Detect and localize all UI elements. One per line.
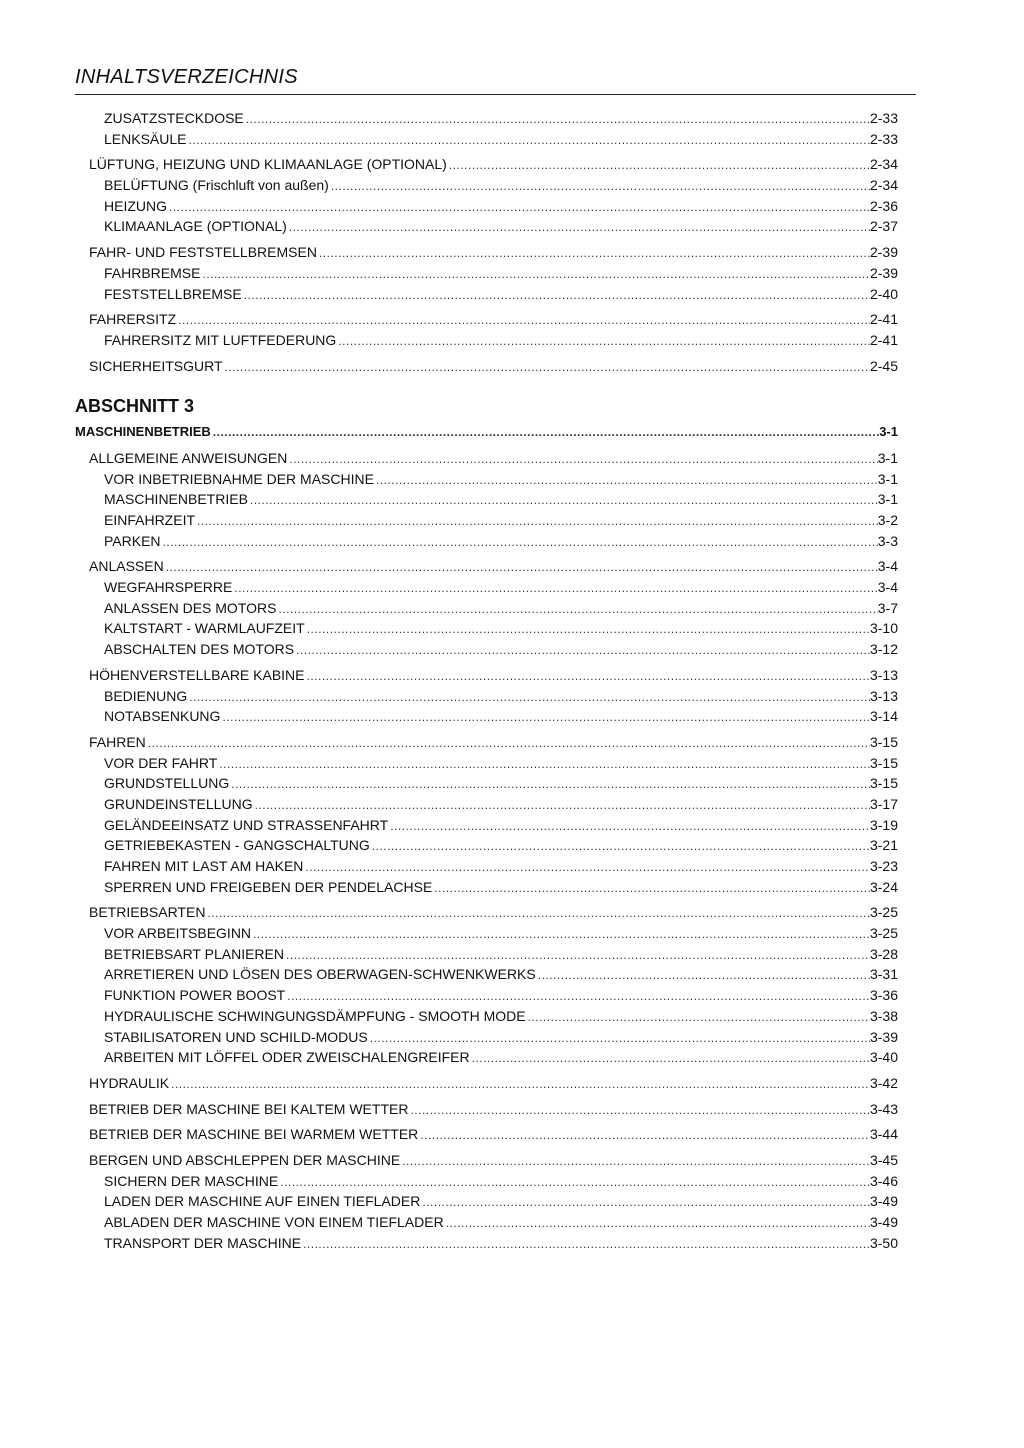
toc-entry-title: BERGEN UND ABSCHLEPPEN DER MASCHINE: [89, 1151, 401, 1168]
toc-entry-title: EINFAHRZEIT: [104, 512, 196, 528]
dot-leader: [186, 130, 869, 151]
toc-entry-page: 3-2: [877, 512, 898, 528]
dot-leader: [146, 733, 870, 754]
toc-entry-title: KLIMAANLAGE (OPTIONAL): [104, 218, 287, 235]
toc-entry-page: 3-19: [869, 816, 898, 833]
toc-entry-title: NOTABSENKUNG: [104, 708, 221, 725]
toc-entry-title: FESTSTELLBREMSE: [104, 285, 242, 302]
dot-leader: [370, 836, 870, 857]
table-of-contents: [75, 108, 898, 1253]
toc-entry-title: FAHRERSITZ MIT LUFTFEDERUNG: [104, 331, 337, 348]
toc-entry[interactable]: [75, 794, 898, 815]
toc-entry[interactable]: [75, 665, 898, 686]
dot-leader: [220, 707, 870, 728]
toc-entry-page: 3-7: [877, 599, 898, 616]
toc-entry[interactable]: [75, 964, 898, 985]
toc-entry-title: HYDRAULIK: [89, 1074, 170, 1091]
toc-entry[interactable]: [75, 1191, 898, 1212]
dot-leader: [176, 310, 870, 331]
toc-entry[interactable]: [75, 923, 898, 944]
toc-entry[interactable]: [75, 309, 898, 330]
toc-entry-page: 3-50: [869, 1234, 898, 1251]
toc-entry[interactable]: [75, 216, 898, 237]
toc-entry[interactable]: [75, 856, 898, 877]
toc-entry-page: 3-44: [869, 1126, 898, 1143]
toc-entry[interactable]: [75, 356, 898, 377]
toc-entry-title: ARRETIEREN UND LÖSEN DES OBERWAGEN-SCHWENKWERKS: [104, 966, 536, 983]
toc-entry-page: 3-1: [877, 491, 898, 508]
toc-entry[interactable]: [75, 639, 898, 660]
dot-leader: [418, 1125, 870, 1146]
toc-entry-page: 3-49: [869, 1193, 898, 1210]
dot-leader: [368, 1028, 870, 1049]
toc-entry[interactable]: [75, 706, 898, 727]
toc-entry-title: ABSCHALTEN DES MOTORS: [104, 641, 295, 658]
toc-entry-title: FAHREN MIT LAST AM HAKEN: [104, 858, 304, 874]
toc-entry[interactable]: [75, 1171, 898, 1192]
header-divider: [75, 94, 916, 95]
toc-entry-title: LENKSÄULE: [104, 130, 187, 147]
dot-leader: [244, 109, 870, 130]
dot-leader: [232, 578, 877, 599]
toc-entry-title: VOR ARBEITSBEGINN: [104, 925, 252, 942]
toc-entry[interactable]: [75, 129, 898, 150]
toc-entry[interactable]: [75, 175, 898, 196]
toc-entry[interactable]: [75, 577, 898, 598]
toc-entry-title: SICHERHEITSGURT: [89, 357, 223, 374]
toc-entry-page: 3-10: [869, 620, 898, 637]
toc-entry[interactable]: [75, 489, 898, 510]
toc-entry-page: 3-31: [869, 966, 898, 983]
toc-entry-title: FAHR- UND FESTSTELLBREMSEN: [89, 244, 317, 261]
toc-entry[interactable]: [75, 835, 898, 856]
dot-leader: [169, 1074, 870, 1095]
toc-entry-title: SPERREN UND FREIGEBEN DER PENDELACHSE: [104, 878, 433, 895]
toc-entry-title: PARKEN: [104, 532, 161, 549]
dot-leader: [420, 1192, 870, 1213]
toc-entry[interactable]: [75, 263, 898, 284]
toc-entry[interactable]: [75, 556, 898, 577]
dot-leader: [248, 490, 878, 511]
toc-entry[interactable]: [75, 330, 898, 351]
section-heading: ABSCHNITT 3: [75, 396, 195, 417]
dot-leader: [251, 924, 870, 945]
toc-entry[interactable]: [75, 422, 898, 443]
dot-leader: [317, 243, 870, 264]
toc-entry[interactable]: [75, 1124, 898, 1145]
toc-entry-page: 3-38: [869, 1007, 898, 1024]
toc-entry-title: WEGFAHRSPERRE: [104, 579, 233, 596]
dot-leader: [284, 945, 870, 966]
dot-leader: [211, 422, 879, 443]
toc-entry-title: STABILISATOREN UND SCHILD-MODUS: [104, 1028, 368, 1045]
toc-entry[interactable]: [75, 1233, 898, 1254]
toc-entry-page: 3-39: [869, 1028, 898, 1045]
toc-entry-page: 2-34: [869, 156, 898, 173]
toc-entry-title: KALTSTART - WARMLAUFZEIT: [104, 620, 305, 637]
dot-leader: [447, 155, 870, 176]
dot-leader: [187, 687, 870, 708]
toc-entry-title: HEIZUNG: [104, 197, 167, 214]
toc-entry-page: 2-45: [869, 357, 898, 374]
toc-entry-title: FAHRERSITZ: [89, 311, 177, 328]
toc-entry-page: 3-45: [869, 1151, 898, 1168]
toc-entry-page: 2-36: [869, 197, 898, 214]
toc-entry-page: 2-33: [869, 110, 898, 126]
toc-entry-page: 2-40: [869, 285, 898, 302]
dot-leader: [223, 357, 870, 378]
toc-entry[interactable]: [75, 944, 898, 965]
toc-entry-title: BELÜFTUNG (Frischluft von außen): [104, 177, 329, 194]
dot-leader: [301, 1234, 870, 1255]
toc-entry-page: 3-1: [877, 470, 898, 487]
toc-entry-title: LÜFTUNG, HEIZUNG UND KLIMAANLAGE (OPTIONAL): [89, 156, 447, 173]
dot-leader: [164, 557, 878, 578]
toc-entry[interactable]: [75, 1027, 898, 1048]
toc-entry-page: 3-15: [869, 754, 898, 771]
toc-entry[interactable]: [75, 1006, 898, 1027]
toc-entry-title: MASCHINENBETRIEB: [104, 491, 248, 508]
toc-entry-page: 3-49: [869, 1214, 898, 1230]
toc-entry-page: 3-25: [869, 904, 898, 921]
toc-entry-title: BETRIEB DER MASCHINE BEI KALTEM WETTER: [89, 1100, 409, 1117]
toc-part-2: [75, 422, 898, 1253]
toc-entry[interactable]: [75, 753, 898, 774]
toc-entry[interactable]: [75, 108, 898, 129]
toc-entry-page: 3-21: [869, 837, 898, 854]
toc-entry-page: 3-17: [869, 795, 898, 812]
dot-leader: [161, 532, 878, 553]
toc-entry[interactable]: [75, 196, 898, 217]
toc-entry-page: 3-1: [879, 424, 898, 440]
toc-entry-title: ANLASSEN: [89, 558, 164, 575]
toc-entry-page: 3-25: [869, 925, 898, 942]
toc-entry-title: ZUSATZSTECKDOSE: [104, 110, 244, 126]
toc-entry-page: 3-42: [869, 1074, 898, 1091]
toc-entry[interactable]: [75, 686, 898, 707]
toc-entry-page: 3-15: [869, 733, 898, 750]
toc-entry[interactable]: [75, 448, 898, 469]
toc-entry[interactable]: [75, 284, 898, 305]
toc-entry[interactable]: [75, 1099, 898, 1120]
dot-leader: [336, 331, 870, 352]
toc-entry-page: 3-23: [869, 858, 898, 874]
toc-entry-title: SICHERN DER MASCHINE: [104, 1172, 279, 1189]
toc-entry-page: 2-41: [869, 331, 898, 348]
toc-entry[interactable]: [75, 902, 898, 923]
toc-entry-title: GRUNDEINSTELLUNG: [104, 795, 253, 812]
dot-leader: [444, 1213, 870, 1234]
toc-entry-title: LADEN DER MASCHINE AUF EINEN TIEFLADER: [104, 1193, 421, 1210]
toc-entry[interactable]: [75, 985, 898, 1006]
toc-entry-page: 2-37: [869, 218, 898, 235]
toc-entry[interactable]: [75, 1212, 898, 1233]
toc-entry-title: TRANSPORT DER MASCHINE: [104, 1234, 302, 1251]
toc-entry[interactable]: [75, 510, 898, 531]
toc-entry-title: FUNKTION POWER BOOST: [104, 987, 286, 1004]
dot-leader: [287, 449, 877, 470]
toc-entry-page: 3-14: [869, 708, 898, 725]
toc-entry-page: 3-4: [877, 558, 898, 575]
dot-leader: [536, 965, 870, 986]
dot-leader: [242, 285, 870, 306]
toc-entry-page: 3-13: [869, 666, 898, 683]
toc-entry-title: FAHRBREMSE: [104, 264, 201, 281]
toc-entry-page: 2-41: [869, 311, 898, 328]
toc-entry-title: GELÄNDEEINSATZ UND STRASSENFAHRT: [104, 816, 389, 833]
toc-entry-page: 3-12: [869, 641, 898, 658]
toc-part-1: [75, 108, 898, 376]
toc-entry-title: ARBEITEN MIT LÖFFEL ODER ZWEISCHALENGREIFER: [104, 1049, 470, 1066]
toc-entry-page: 3-3: [877, 532, 898, 549]
toc-entry-title: HÖHENVERSTELLBARE KABINE: [89, 666, 305, 683]
dot-leader: [305, 666, 870, 687]
toc-entry[interactable]: [75, 242, 898, 263]
dot-leader: [276, 599, 877, 620]
dot-leader: [278, 1172, 870, 1193]
toc-entry-title: BETRIEBSARTEN: [89, 904, 206, 921]
toc-entry[interactable]: [75, 531, 898, 552]
toc-entry-title: HYDRAULISCHE SCHWINGUNGSDÄMPFUNG - SMOOTH MODE: [104, 1007, 526, 1024]
dot-leader: [470, 1048, 870, 1069]
toc-entry-page: 3-13: [869, 687, 898, 704]
dot-leader: [432, 878, 870, 899]
toc-entry-page: 3-4: [877, 579, 898, 596]
dot-leader: [408, 1100, 870, 1121]
toc-entry-page: 3-43: [869, 1100, 898, 1117]
toc-entry-page: 3-36: [869, 987, 898, 1004]
toc-entry-page: 2-34: [869, 177, 898, 194]
toc-entry-page: 3-1: [877, 449, 898, 466]
dot-leader: [294, 640, 870, 661]
toc-entry[interactable]: [75, 1150, 898, 1171]
toc-entry[interactable]: [75, 618, 898, 639]
toc-entry-page: 3-15: [869, 775, 898, 792]
toc-entry[interactable]: [75, 773, 898, 794]
toc-entry[interactable]: [75, 1047, 898, 1068]
toc-entry[interactable]: [75, 1073, 898, 1094]
toc-entry-title: VOR INBETRIEBNAHME DER MASCHINE: [104, 470, 374, 487]
toc-entry-title: GETRIEBEKASTEN - GANGSCHALTUNG: [104, 837, 370, 854]
dot-leader: [285, 986, 870, 1007]
toc-entry[interactable]: [75, 598, 898, 619]
dot-leader: [329, 176, 870, 197]
dot-leader: [229, 774, 870, 795]
toc-entry-page: 3-40: [869, 1049, 898, 1066]
dot-leader: [195, 511, 878, 532]
dot-leader: [374, 470, 878, 491]
toc-entry-title: VOR DER FAHRT: [104, 754, 218, 771]
toc-entry[interactable]: [75, 732, 898, 753]
toc-entry-title: BETRIEBSART PLANIEREN: [104, 945, 284, 962]
toc-entry-title: ABLADEN DER MASCHINE VON EINEM TIEFLADER: [104, 1214, 444, 1230]
dot-leader: [167, 197, 870, 218]
page-title: INHALTSVERZEICHNIS: [75, 66, 298, 88]
dot-leader: [400, 1151, 870, 1172]
dot-leader: [217, 754, 870, 775]
toc-entry-title: MASCHINENBETRIEB: [75, 424, 211, 440]
toc-entry[interactable]: [75, 877, 898, 898]
toc-entry-page: 2-33: [869, 130, 898, 147]
toc-entry-page: 2-39: [869, 244, 898, 261]
toc-entry[interactable]: [75, 154, 898, 175]
toc-entry[interactable]: [75, 815, 898, 836]
dot-leader: [200, 264, 870, 285]
dot-leader: [388, 816, 870, 837]
toc-entry[interactable]: [75, 469, 898, 490]
toc-entry-title: BEDIENUNG: [104, 687, 188, 704]
toc-entry-page: 3-24: [869, 878, 898, 895]
dot-leader: [526, 1007, 870, 1028]
dot-leader: [305, 619, 870, 640]
toc-entry-page: 3-28: [869, 945, 898, 962]
dot-leader: [303, 857, 870, 878]
toc-entry-title: FAHREN: [89, 733, 146, 750]
toc-entry-page: 3-46: [869, 1172, 898, 1189]
dot-leader: [253, 795, 870, 816]
toc-entry-title: BETRIEB DER MASCHINE BEI WARMEM WETTER: [89, 1126, 419, 1143]
dot-leader: [287, 217, 870, 238]
toc-entry-title: ALLGEMEINE ANWEISUNGEN: [89, 449, 288, 466]
dot-leader: [205, 903, 870, 924]
toc-entry-page: 2-39: [869, 264, 898, 281]
toc-entry-title: ANLASSEN DES MOTORS: [104, 599, 277, 616]
toc-entry-title: GRUNDSTELLUNG: [104, 775, 230, 792]
